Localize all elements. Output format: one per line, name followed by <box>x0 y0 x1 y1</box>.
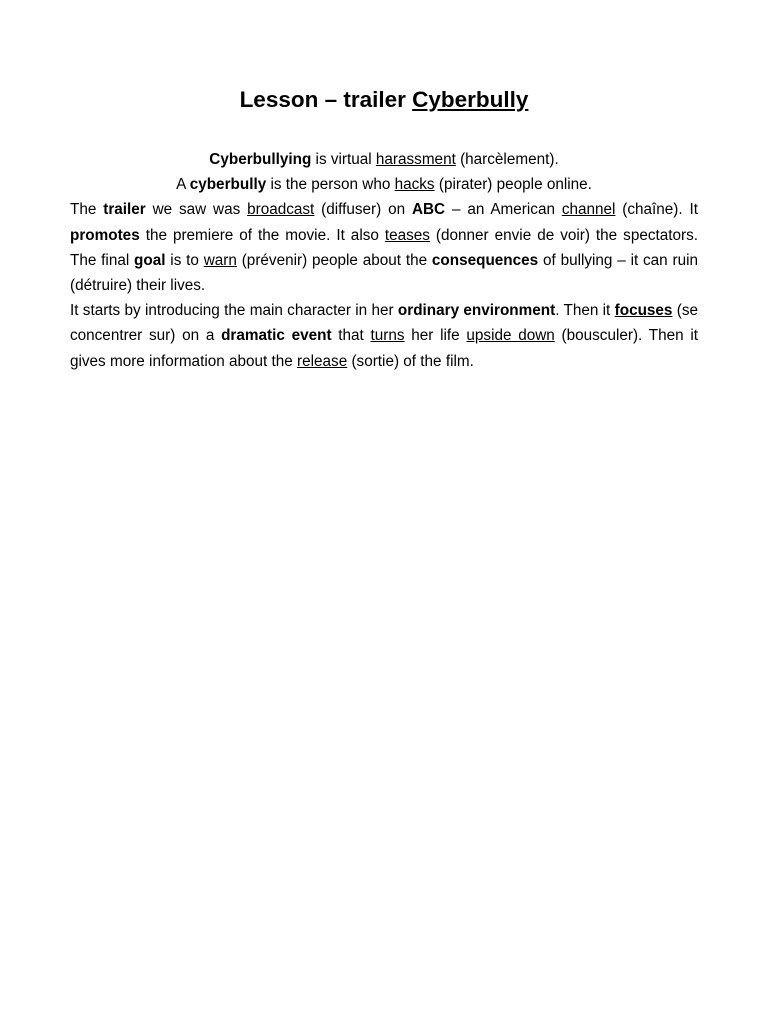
text-run: It starts by introducing the main character in her <box>70 302 398 320</box>
bold-term: ABC <box>411 201 446 219</box>
bold-underlined-term: focuses <box>614 302 673 320</box>
underlined-term: harassment <box>375 151 456 168</box>
text-run: (bousculer). Then it gives more information about the <box>70 327 699 370</box>
text-run: (sortie) of the film. <box>347 352 474 370</box>
bold-term: Cyberbullying <box>209 151 312 168</box>
text-run: (pirater) people online. <box>434 176 592 194</box>
underlined-term: warn <box>203 251 237 269</box>
text-run: the premiere of the movie. It also <box>139 226 385 244</box>
paragraph <box>70 298 698 374</box>
text-run: (prévenir) people about the <box>236 251 432 269</box>
text-run: (harcèlement). <box>455 151 559 168</box>
text-run: her life <box>404 327 467 345</box>
title-underlined: Cyberbully <box>412 87 529 112</box>
paragraph <box>70 147 698 172</box>
underlined-term: teases <box>384 226 430 244</box>
bold-term: ordinary environment <box>397 302 556 320</box>
underlined-term: broadcast <box>247 201 315 219</box>
text-run: A <box>176 176 190 194</box>
bold-term: cyberbully <box>189 176 267 194</box>
bold-term: goal <box>134 251 166 269</box>
text-run: The <box>70 201 104 219</box>
text-run: (diffuser) on <box>314 201 412 219</box>
text-run: (chaîne). It <box>615 201 698 219</box>
underlined-term: hacks <box>394 176 435 194</box>
bold-term: consequences <box>431 251 539 269</box>
bold-term: trailer <box>103 201 146 219</box>
page-title <box>70 86 698 114</box>
text-run: that <box>331 327 371 345</box>
text-run: . Then it <box>555 302 615 320</box>
text-run: (donner envie de voir) the spectators. The final <box>70 226 698 269</box>
paragraph <box>70 197 698 298</box>
underlined-term: channel <box>561 201 616 219</box>
bold-term: promotes <box>70 226 140 244</box>
text-run: is the person who <box>266 176 395 194</box>
text-run: (se concentrer sur) on a <box>70 302 698 345</box>
document-page <box>70 86 698 374</box>
paragraph <box>70 172 698 197</box>
underlined-term: release <box>297 352 348 370</box>
title-prefix: Lesson – trailer <box>239 87 413 112</box>
text-run: of bullying – it can ruin (détruire) their lives. <box>70 251 699 295</box>
lesson-body <box>70 147 698 374</box>
text-run: is to <box>165 251 204 269</box>
text-run: we saw was <box>145 201 248 219</box>
text-run: is virtual <box>311 151 376 168</box>
bold-term: dramatic event <box>221 327 332 345</box>
underlined-term: turns <box>370 327 405 345</box>
underlined-term: upside down <box>466 327 555 345</box>
text-run: – an American <box>445 201 562 219</box>
